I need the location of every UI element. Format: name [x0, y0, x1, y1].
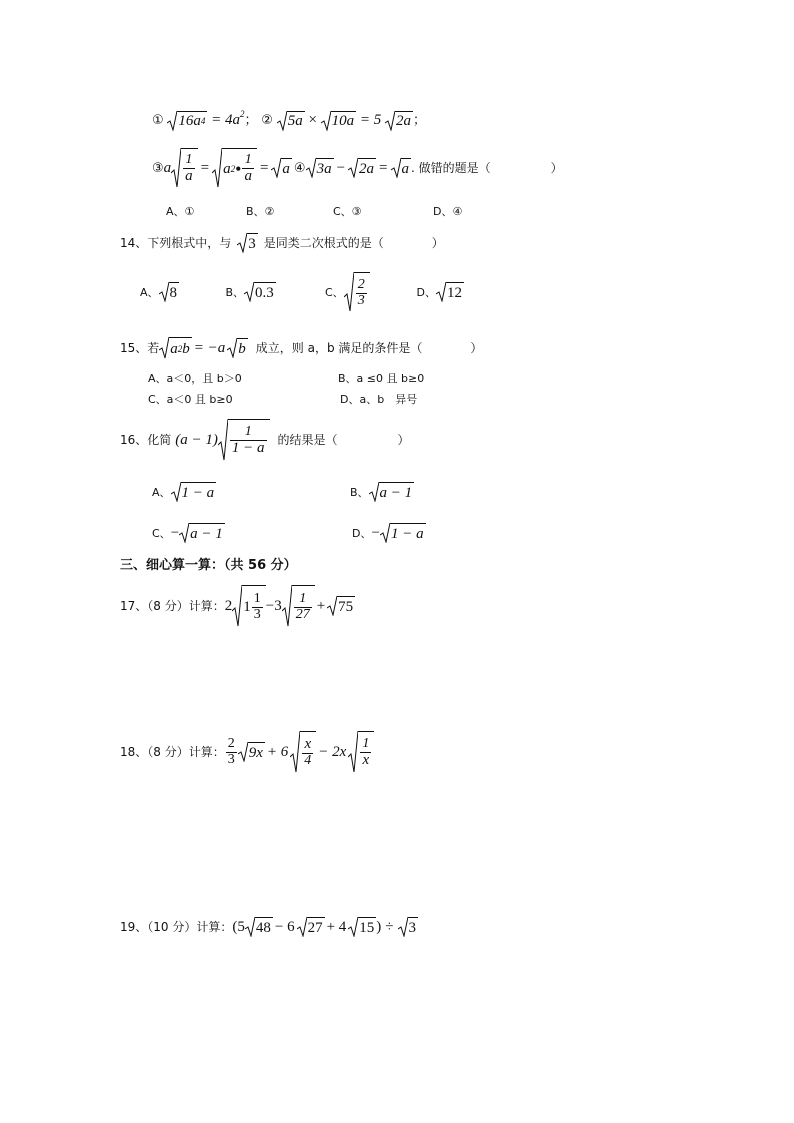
q15-option-d: D、a、b 异号	[340, 393, 418, 406]
q13-option-a: A、①	[166, 205, 195, 218]
q13-item4-mark: ④	[293, 160, 306, 176]
q13-item3-radical-2: a 2 • $\frac{1}{a}$	[212, 148, 257, 188]
q14-options	[140, 272, 464, 312]
q19-radical-2: 27	[297, 917, 325, 937]
q13-item4-radical-1: 3a	[306, 158, 334, 178]
q13-item3-rhs-radical: a	[271, 158, 292, 178]
q16-option-d: D、 − 1 − a	[352, 524, 424, 542]
q14-option-a: A、 8	[140, 282, 222, 302]
q19-radical-4: 3	[398, 917, 419, 937]
q14-option-d: D、 12	[417, 282, 464, 302]
q15-lhs-radical: a 2 b	[159, 337, 192, 359]
q13-line1: ① 16a 4 = $4a^2$； ② 5a × 10a = 5 2a ；	[152, 109, 427, 130]
q16-option-b: B、 a − 1	[350, 482, 414, 502]
q17-radical-1: 1 $\frac{1}{3}$	[232, 585, 266, 627]
q13-item3-radical-1: $\frac{1}{a}$	[171, 148, 198, 188]
q16-radical: $\frac{1}{1 - a}$	[218, 419, 270, 461]
section3-title: 三、细心算一算：（共 56 分）	[120, 558, 297, 573]
q13-item2-rhs-radical: 2a	[385, 111, 413, 131]
q16-option-c: C、 − a − 1	[152, 524, 223, 542]
q13-question: . 做错的题是（ ）	[411, 161, 563, 175]
q14-option-c: C、 $\frac{2}{3}$	[325, 272, 413, 312]
q19: 19、（10 分）计算： (5 48 − 6 27 + 4 15 ) ÷ 3	[120, 918, 417, 936]
q18-radical-1: 9x	[238, 742, 265, 762]
q15-stem: 15、若 a 2 b = −a b 成立，则 a，b 满足的条件是（ ）	[120, 337, 482, 359]
q16-option-a: A、 1 − a	[152, 482, 216, 502]
q15-option-b: B、a ≤0 且 b≥0	[338, 372, 425, 385]
q15-option-a: A、a＜0，且 b＞0	[148, 372, 242, 385]
q17-radical-2: $\frac{1}{27}$	[282, 585, 315, 627]
q18-radical-3: $\frac{1}{x}$	[348, 731, 374, 773]
q13-option-c: C、③	[333, 205, 362, 218]
q13-option-d: D、④	[433, 205, 463, 218]
q16-stem: 16、化简 (a − 1) $\frac{1}{1 - a}$ 的结果是（ ）	[120, 419, 410, 461]
q13-option-b: B、②	[246, 205, 275, 218]
q13-item1-radical: 16a 4	[167, 111, 207, 131]
q15-option-c: C、a＜0 且 b≥0	[148, 393, 233, 406]
q14-stem-radical: 3	[237, 233, 258, 253]
q13-item1-mark: ①	[152, 113, 164, 128]
q19-radical-1: 48	[245, 917, 273, 937]
q13-item4-radical-2: 2a	[348, 158, 376, 178]
q13-item2-mark: ②	[261, 113, 273, 128]
q15-rhs-radical: b	[227, 338, 248, 358]
q14-option-b: B、 0.3	[226, 282, 322, 302]
q13-item3-mark: ③	[152, 160, 164, 176]
q18-fraction: $\frac{2}{3}$	[227, 735, 235, 767]
q13-line2: ③ a $\frac{1}{a}$ = a 2 • $\frac{1}{a}$ = a ④ 3a − 2a = a . 做错的题是（ ）	[152, 148, 563, 188]
q13-item4-rhs-radical: a	[391, 158, 412, 178]
q13-item2-radical-1: 5a	[277, 111, 305, 131]
q13-item2-radical-2: 10a	[321, 111, 357, 131]
q18-radical-2: $\frac{x}{4}$	[290, 731, 316, 773]
q18: 18、（8 分）计算： $\frac{2}{3}$ 9x + 6 $\frac{x}{4}$ − 2x $\frac{1}{x}$	[120, 731, 374, 773]
q17: 17、（8 分）计算： 2 1 $\frac{1}{3}$ −3 $\frac{1}{27}$ + 75	[120, 585, 355, 627]
q19-radical-3: 15	[348, 917, 376, 937]
q17-radical-3: 75	[327, 596, 355, 616]
q14-stem: 14、下列根式中，与 3 是同类二次根式的是（ ）	[120, 233, 444, 253]
